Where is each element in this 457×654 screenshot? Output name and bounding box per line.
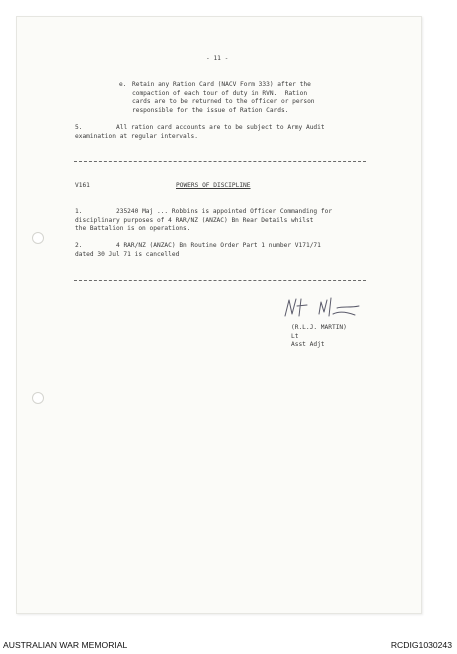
para-1-line-2: disciplinary purposes of 4 RAR/NZ (ANZAC) Bn Rear Details whilst <box>75 216 314 224</box>
section-heading: POWERS OF DISCIPLINE <box>176 182 251 189</box>
divider-bottom <box>74 280 366 281</box>
item-e-line-3: cards are to be returned to the officer or person <box>132 98 315 106</box>
item-5-line-1: All ration card accounts are to be subject to Army Audit <box>116 124 325 131</box>
item-e-line-1: Retain any Ration Card (NACV Form 333) after the <box>132 81 311 88</box>
para-1-number: 1. <box>75 208 83 215</box>
order-number: V161 <box>75 182 90 189</box>
page-number: - 11 - <box>206 55 229 62</box>
divider-top <box>74 161 366 162</box>
item-5-line-2: examination at regular intervals. <box>75 132 198 140</box>
item-e-line-2: compaction of each tour of duty in RVN. Ration <box>132 89 308 97</box>
signatory-appointment: Asst Adjt <box>291 341 325 349</box>
punch-hole-upper <box>32 232 44 244</box>
handwritten-signature <box>277 294 367 324</box>
footer-document-id: RCDIG1030243 <box>390 640 452 650</box>
signatory-name: (R.L.J. MARTIN) <box>291 324 347 331</box>
para-1-line-3: the Battalion is on operations. <box>75 225 191 233</box>
signatory-rank: Lt <box>291 332 299 340</box>
footer-source-label: AUSTRALIAN WAR MEMORIAL <box>3 640 128 650</box>
item-e-letter: e. <box>119 81 127 88</box>
item-5-number: 5. <box>75 124 83 131</box>
item-e-line-4: responsible for the issue of Ration Cards. <box>132 106 289 114</box>
punch-hole-lower <box>32 392 44 404</box>
para-2-line-1: 4 RAR/NZ (ANZAC) Bn Routine Order Part 1 number V171/71 <box>116 242 321 249</box>
para-2-line-2: dated 30 Jul 71 is cancelled <box>75 250 180 258</box>
para-1-line-1: 235240 Maj ... Robbins is appointed Officer Commanding for <box>116 208 333 215</box>
para-2-number: 2. <box>75 242 83 249</box>
